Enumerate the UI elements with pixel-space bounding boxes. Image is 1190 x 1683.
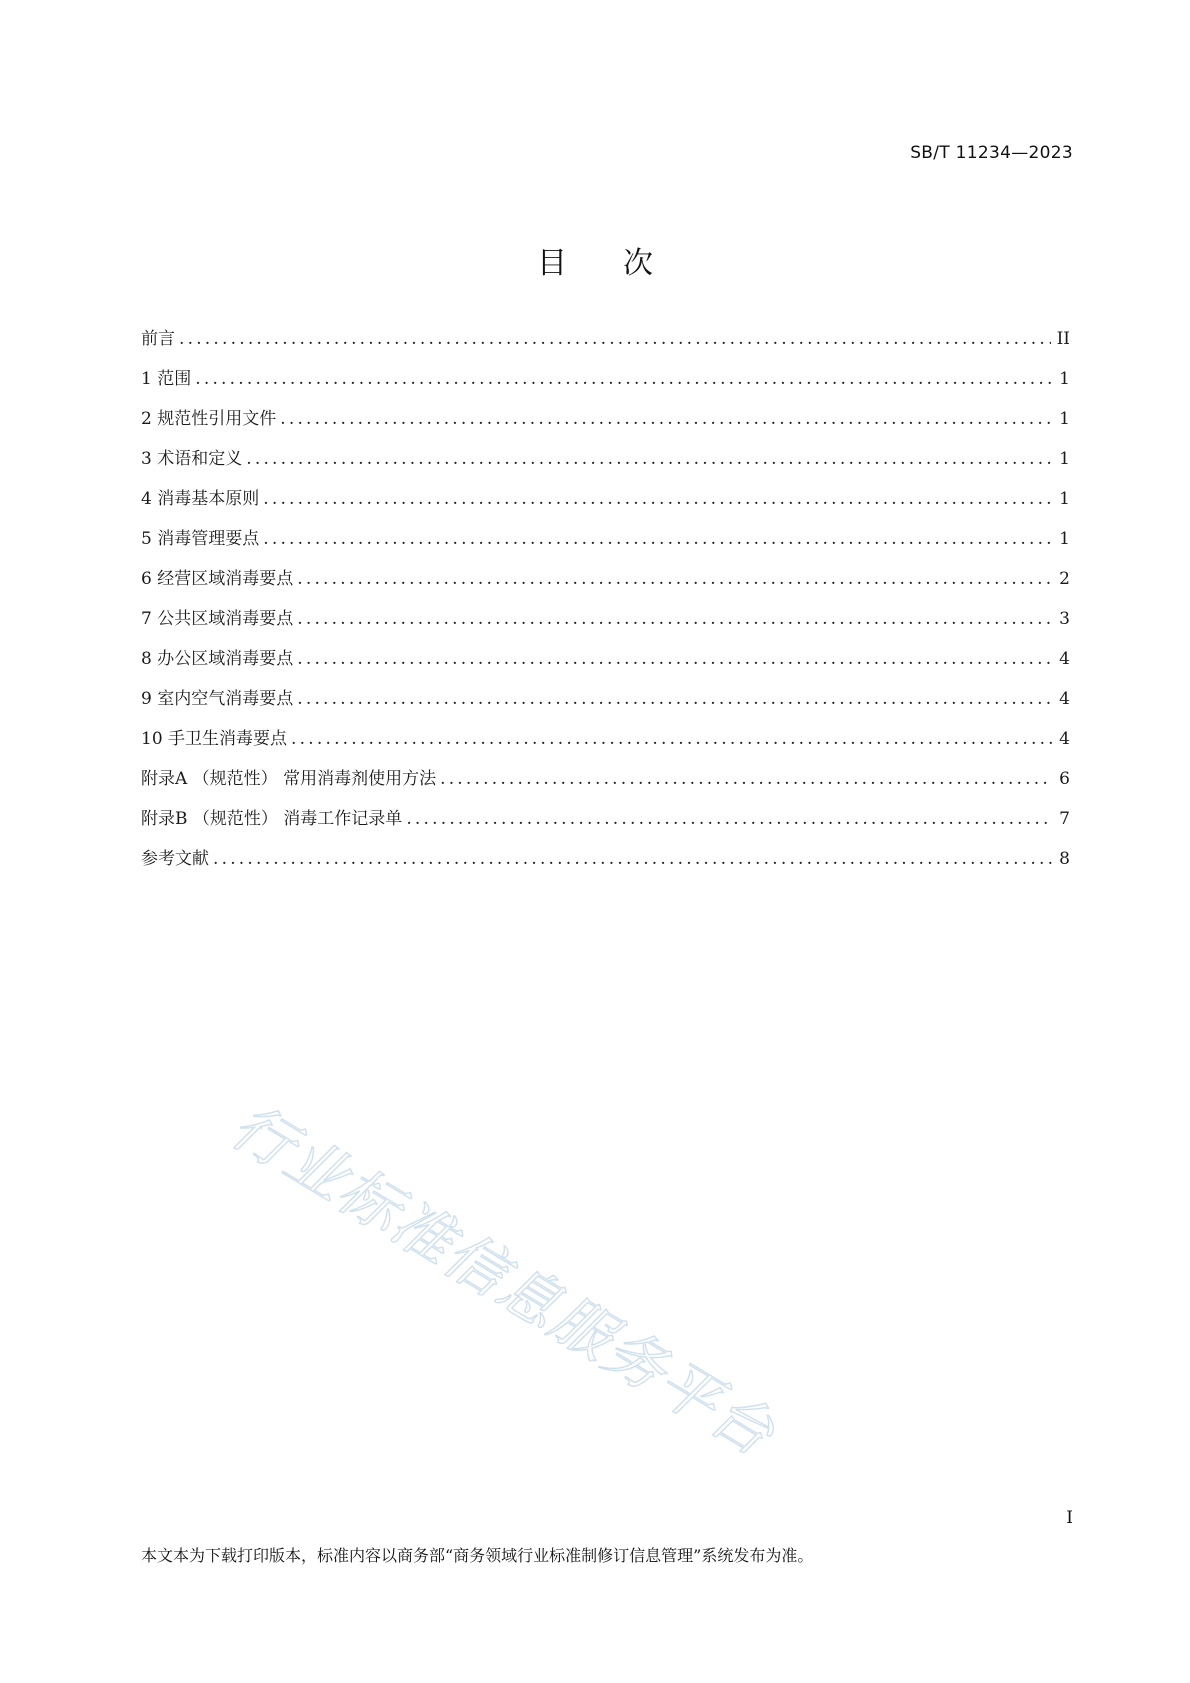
toc-leader-dots <box>213 847 1052 871</box>
toc-entry-page: 3 <box>1059 609 1070 629</box>
page-number: I <box>1066 1508 1073 1528</box>
standard-code: SB/T 11234—2023 <box>910 143 1073 163</box>
toc-leader-dots <box>280 407 1052 431</box>
toc-entry-scope[interactable] <box>141 367 1070 407</box>
toc-leader-dots <box>297 647 1052 671</box>
toc-entry-page: 1 <box>1059 409 1070 429</box>
toc-entry-label: 4 消毒基本原则 <box>141 489 260 509</box>
toc-entry-business-area[interactable] <box>141 567 1070 607</box>
toc-leader-dots <box>297 567 1052 591</box>
watermark: 行业标准信息服务平台 <box>219 1091 787 1471</box>
toc-entry-label: 6 经营区域消毒要点 <box>141 569 294 589</box>
toc-leader-dots <box>406 807 1052 831</box>
toc-entry-indoor-air[interactable] <box>141 687 1070 727</box>
toc-entry-label: 参考文献 <box>141 849 209 869</box>
toc-entry-label: 2 规范性引用文件 <box>141 409 277 429</box>
toc-entry-management-points[interactable] <box>141 527 1070 567</box>
footer-note: 本文本为下载打印版本，标准内容以商务部“商务领域行业标准制修订信息管理”系统发布为准。 <box>141 1546 814 1565</box>
toc-leader-dots <box>297 607 1052 631</box>
toc-entry-page: II <box>1056 329 1070 349</box>
toc-entry-normative-references[interactable] <box>141 407 1070 447</box>
page-title: 目次 <box>537 246 709 281</box>
toc-leader-dots <box>263 527 1052 551</box>
toc-entry-office-area[interactable] <box>141 647 1070 687</box>
toc-entry-label: 前言 <box>141 329 175 349</box>
toc-entry-label: 附录A （规范性） 常用消毒剂使用方法 <box>141 769 437 789</box>
toc-entry-page: 1 <box>1059 369 1070 389</box>
toc-entry-page: 4 <box>1059 689 1070 709</box>
toc-entry-page: 8 <box>1059 849 1070 869</box>
toc-entry-page: 1 <box>1059 449 1070 469</box>
toc-entry-basic-principles[interactable] <box>141 487 1070 527</box>
toc-entry-label: 10 手卫生消毒要点 <box>141 729 288 749</box>
toc-leader-dots <box>297 687 1052 711</box>
toc-entry-foreword[interactable] <box>141 327 1070 367</box>
toc-leader-dots <box>195 367 1052 391</box>
toc-entry-label: 5 消毒管理要点 <box>141 529 260 549</box>
toc-entry-page: 1 <box>1059 529 1070 549</box>
toc-entry-page: 6 <box>1059 769 1070 789</box>
toc-entry-page: 4 <box>1059 649 1070 669</box>
toc-entry-label: 7 公共区域消毒要点 <box>141 609 294 629</box>
toc-entry-page: 1 <box>1059 489 1070 509</box>
toc-entry-page: 7 <box>1059 809 1070 829</box>
toc-entry-appendix-a[interactable] <box>141 767 1070 807</box>
toc-entry-hand-hygiene[interactable] <box>141 727 1070 767</box>
toc-entry-page: 2 <box>1059 569 1070 589</box>
toc-entry-public-area[interactable] <box>141 607 1070 647</box>
toc-entry-label: 附录B （规范性） 消毒工作记录单 <box>141 809 403 829</box>
toc-leader-dots <box>440 767 1052 791</box>
toc-leader-dots <box>179 327 1051 351</box>
toc-leader-dots <box>263 487 1052 511</box>
toc-leader-dots <box>246 447 1052 471</box>
toc-entry-label: 8 办公区域消毒要点 <box>141 649 294 669</box>
toc-entry-label: 9 室内空气消毒要点 <box>141 689 294 709</box>
toc-list <box>141 327 1070 887</box>
toc-entry-terms-definitions[interactable] <box>141 447 1070 487</box>
toc-entry-appendix-b[interactable] <box>141 807 1070 847</box>
toc-entry-bibliography[interactable] <box>141 847 1070 887</box>
toc-entry-label: 3 术语和定义 <box>141 449 243 469</box>
toc-entry-label: 1 范围 <box>141 369 192 389</box>
toc-entry-page: 4 <box>1059 729 1070 749</box>
toc-leader-dots <box>291 727 1052 751</box>
